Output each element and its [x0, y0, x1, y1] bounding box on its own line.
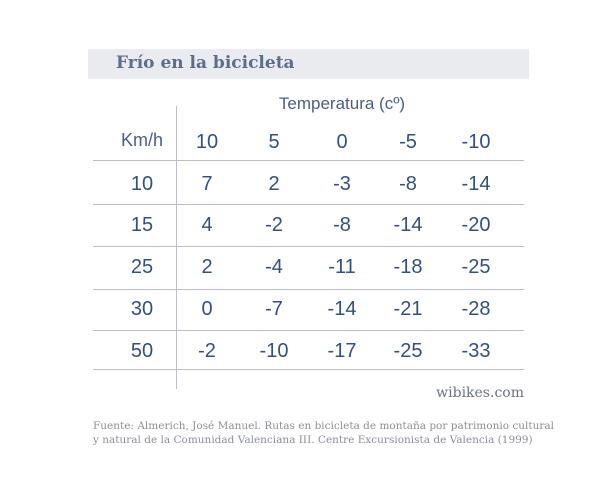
column-header-temp: 5: [268, 131, 280, 153]
table-cell: -25: [393, 340, 423, 362]
row-divider: [93, 204, 524, 205]
row-header-speed: 30: [130, 298, 154, 320]
site-credit: wibikes.com: [436, 385, 524, 401]
row-divider: [93, 369, 524, 370]
table-cell: -14: [327, 298, 357, 320]
table-cell: 7: [201, 173, 213, 195]
table-cell: 4: [201, 214, 213, 236]
row-header-speed: 25: [130, 256, 154, 278]
table-cell: -3: [333, 173, 351, 195]
table-cell: 2: [201, 256, 213, 278]
row-divider: [93, 289, 524, 290]
chart-title: Frío en la bicicleta: [116, 53, 295, 73]
table-cell: 2: [268, 173, 280, 195]
row-divider: [93, 246, 524, 247]
source-line-2: y natural de la Comunidad Valenciana III. Centre Excursionista de Valencia (1999): [93, 434, 533, 446]
column-header-temp: -10: [461, 131, 491, 153]
table-cell: -10: [259, 340, 289, 362]
column-header-temp: -5: [399, 131, 417, 153]
table-cell: -25: [461, 256, 491, 278]
temperature-header: Temperatura (cº): [278, 94, 406, 113]
speed-unit-label: Km/h: [120, 130, 163, 150]
table-cell: -4: [265, 256, 283, 278]
table-cell: -2: [265, 214, 283, 236]
table-cell: -2: [198, 340, 216, 362]
table-cell: -21: [393, 298, 423, 320]
row-header-speed: 50: [130, 340, 154, 362]
table-cell: -33: [461, 340, 491, 362]
table-cell: -28: [461, 298, 491, 320]
table-cell: -18: [393, 256, 423, 278]
table-cell: -11: [328, 256, 356, 278]
row-divider: [93, 330, 524, 331]
row-header-speed: 15: [130, 214, 154, 236]
table-cell: -7: [265, 298, 283, 320]
table-cell: -14: [461, 173, 491, 195]
column-header-temp: 0: [336, 131, 348, 153]
table-cell: -20: [461, 214, 491, 236]
source-note: [93, 419, 554, 447]
column-header-temp: 10: [195, 131, 219, 153]
row-divider: [93, 160, 524, 161]
table-cell: -8: [399, 173, 417, 195]
table-cell: -8: [333, 214, 351, 236]
row-header-speed: 10: [130, 173, 154, 195]
table-cell: -14: [393, 214, 423, 236]
table-cell: 0: [201, 298, 213, 320]
table-cell: -17: [327, 340, 357, 362]
source-line-1: Fuente: Almerich, José Manuel. Rutas en bicicleta de montaña por patrimonio cultural: [93, 420, 554, 432]
